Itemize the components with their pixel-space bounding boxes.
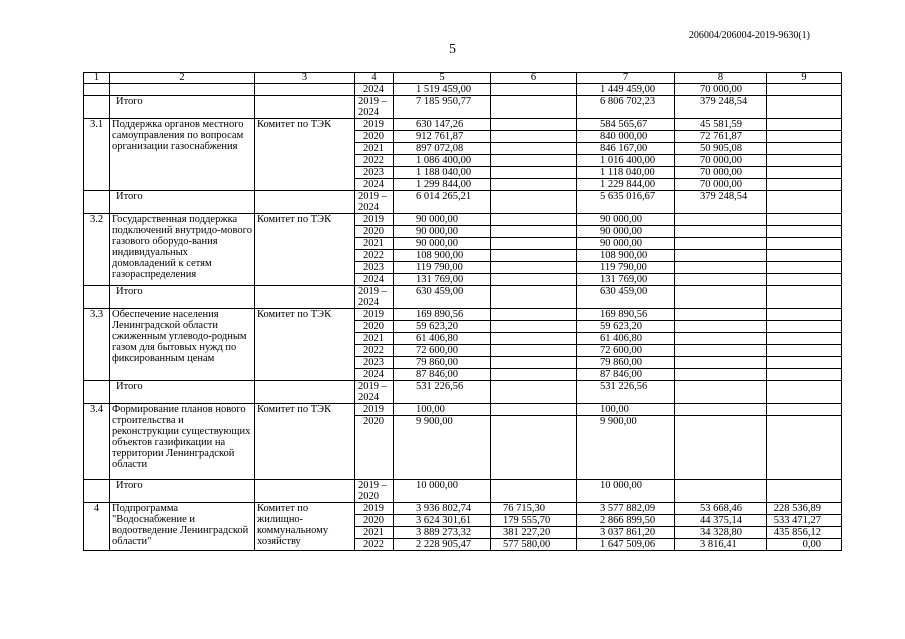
value-cell: [491, 357, 577, 369]
value-cell: 34 328,80: [675, 527, 767, 539]
value-cell: 3 816,41: [675, 539, 767, 551]
value-cell: [675, 357, 767, 369]
value-cell: [767, 250, 842, 262]
year-cell: 2024: [355, 369, 394, 381]
value-cell: 3 624 301,61: [394, 515, 491, 527]
value-cell: 7 185 950,77: [394, 96, 491, 119]
total-label: Итого: [110, 480, 255, 503]
col-header: 9: [767, 73, 842, 84]
table-row: [84, 503, 842, 515]
value-cell: [491, 250, 577, 262]
value-cell: [675, 214, 767, 226]
value-cell: 584 565,67: [577, 119, 675, 131]
col-header: 3: [255, 73, 355, 84]
value-cell: [491, 214, 577, 226]
value-cell: 1 299 844,00: [394, 179, 491, 191]
value-cell: 108 900,00: [394, 250, 491, 262]
value-cell: 435 856,12: [767, 527, 842, 539]
value-cell: [675, 321, 767, 333]
cell: [84, 381, 110, 404]
section-title: Подпрограмма "Водоснабжение и водоотведение Ленинградской области": [110, 503, 255, 551]
value-cell: 90 000,00: [577, 226, 675, 238]
total-label: Итого: [110, 96, 255, 119]
value-cell: 44 375,14: [675, 515, 767, 527]
cell: [84, 286, 110, 309]
value-cell: [675, 345, 767, 357]
value-cell: 531 226,56: [577, 381, 675, 404]
total-row: [84, 96, 842, 119]
executor-cell: Комитет по ТЭК: [255, 214, 355, 286]
value-cell: [675, 480, 767, 503]
value-cell: 6 014 265,21: [394, 191, 491, 214]
value-cell: [675, 238, 767, 250]
cell: [255, 480, 355, 503]
value-cell: 1 016 400,00: [577, 155, 675, 167]
value-cell: [767, 226, 842, 238]
value-cell: 6 806 702,23: [577, 96, 675, 119]
value-cell: 90 000,00: [577, 238, 675, 250]
col-header: 4: [355, 73, 394, 84]
value-cell: 3 936 802,74: [394, 503, 491, 515]
executor-cell: Комитет по жилищно-коммунальному хозяйству: [255, 503, 355, 551]
value-cell: [767, 119, 842, 131]
value-cell: [675, 262, 767, 274]
value-cell: [675, 369, 767, 381]
year-range-cell: 2019 – 2024: [355, 381, 394, 404]
value-cell: [767, 274, 842, 286]
year-range-cell: 2019 – 2024: [355, 286, 394, 309]
total-label: Итого: [110, 286, 255, 309]
value-cell: 2 866 899,50: [577, 515, 675, 527]
value-cell: [767, 96, 842, 119]
value-cell: 5 635 016,67: [577, 191, 675, 214]
value-cell: 45 581,59: [675, 119, 767, 131]
value-cell: 531 226,56: [394, 381, 491, 404]
value-cell: 1 647 509,06: [577, 539, 675, 551]
value-cell: [675, 250, 767, 262]
section-number: 3.2: [84, 214, 110, 286]
value-cell: 897 072,08: [394, 143, 491, 155]
value-cell: [767, 179, 842, 191]
year-cell: 2020: [355, 321, 394, 333]
total-row: [84, 286, 842, 309]
section-title: Поддержка органов местного самоуправления по вопросам организации газоснабжения: [110, 119, 255, 191]
executor-cell: Комитет по ТЭК: [255, 404, 355, 480]
value-cell: 169 890,56: [394, 309, 491, 321]
value-cell: [767, 357, 842, 369]
value-cell: 53 668,46: [675, 503, 767, 515]
executor-cell: Комитет по ТЭК: [255, 119, 355, 191]
year-cell: 2019: [355, 503, 394, 515]
value-cell: 59 623,20: [394, 321, 491, 333]
value-cell: [491, 369, 577, 381]
value-cell: 131 769,00: [394, 274, 491, 286]
value-cell: 76 715,30: [491, 503, 577, 515]
year-cell: 2022: [355, 250, 394, 262]
value-cell: [767, 143, 842, 155]
year-cell: 2019: [355, 119, 394, 131]
value-cell: [675, 416, 767, 480]
value-cell: [767, 131, 842, 143]
value-cell: 379 248,54: [675, 191, 767, 214]
year-cell: 2021: [355, 527, 394, 539]
col-header: 2: [110, 73, 255, 84]
year-range-cell: 2019 – 2024: [355, 96, 394, 119]
cell: [255, 96, 355, 119]
value-cell: [767, 369, 842, 381]
page-number: 5: [449, 42, 456, 57]
year-cell: 2024: [355, 179, 394, 191]
value-cell: [491, 286, 577, 309]
value-cell: [767, 84, 842, 96]
value-cell: 59 623,20: [577, 321, 675, 333]
value-cell: 381 227,20: [491, 527, 577, 539]
cell: [110, 84, 255, 96]
value-cell: 533 471,27: [767, 515, 842, 527]
value-cell: [491, 179, 577, 191]
value-cell: [675, 333, 767, 345]
table-row: [84, 309, 842, 321]
col-header: 5: [394, 73, 491, 84]
table-row: [84, 84, 842, 96]
col-header: 6: [491, 73, 577, 84]
value-cell: 9 900,00: [577, 416, 675, 480]
value-cell: [491, 96, 577, 119]
value-cell: 100,00: [394, 404, 491, 416]
year-cell: 2021: [355, 333, 394, 345]
value-cell: [491, 480, 577, 503]
value-cell: [767, 191, 842, 214]
value-cell: 72 600,00: [577, 345, 675, 357]
value-cell: [767, 214, 842, 226]
year-range-cell: 2019 – 2024: [355, 191, 394, 214]
value-cell: [767, 167, 842, 179]
value-cell: 50 905,08: [675, 143, 767, 155]
year-cell: 2022: [355, 155, 394, 167]
section-title: Обеспечение населения Ленинградской области сжиженным углеводо-родным газом для бытовых нужд по фиксированным ценам: [110, 309, 255, 381]
table-row: [84, 404, 842, 416]
value-cell: [767, 262, 842, 274]
year-cell: 2024: [355, 84, 394, 96]
cell: [255, 84, 355, 96]
value-cell: [767, 238, 842, 250]
year-cell: 2020: [355, 226, 394, 238]
value-cell: [767, 286, 842, 309]
table-row: [84, 214, 842, 226]
col-header: 1: [84, 73, 110, 84]
value-cell: 630 147,26: [394, 119, 491, 131]
year-cell: 2022: [355, 539, 394, 551]
year-cell: 2024: [355, 274, 394, 286]
value-cell: [491, 191, 577, 214]
value-cell: 379 248,54: [675, 96, 767, 119]
value-cell: 10 000,00: [394, 480, 491, 503]
section-number: 3.1: [84, 119, 110, 191]
year-cell: 2020: [355, 131, 394, 143]
value-cell: [675, 226, 767, 238]
value-cell: [491, 262, 577, 274]
column-header-row: [84, 73, 842, 84]
value-cell: 79 860,00: [577, 357, 675, 369]
budget-table: [83, 72, 842, 551]
col-header: 8: [675, 73, 767, 84]
value-cell: 912 761,87: [394, 131, 491, 143]
value-cell: 90 000,00: [394, 226, 491, 238]
value-cell: [491, 333, 577, 345]
value-cell: 2 228 905,47: [394, 539, 491, 551]
value-cell: [767, 404, 842, 416]
total-row: [84, 381, 842, 404]
value-cell: [491, 404, 577, 416]
cell: [255, 286, 355, 309]
value-cell: [491, 155, 577, 167]
value-cell: [491, 167, 577, 179]
value-cell: 3 889 273,32: [394, 527, 491, 539]
value-cell: 3 037 861,20: [577, 527, 675, 539]
total-label: Итого: [110, 381, 255, 404]
value-cell: [491, 416, 577, 480]
value-cell: [491, 345, 577, 357]
executor-cell: Комитет по ТЭК: [255, 309, 355, 381]
value-cell: 3 577 882,09: [577, 503, 675, 515]
total-row: [84, 191, 842, 214]
document-id: 206004/206004-2019-9630(1): [688, 30, 810, 41]
value-cell: 10 000,00: [577, 480, 675, 503]
value-cell: [675, 274, 767, 286]
year-cell: 2019: [355, 404, 394, 416]
value-cell: 577 580,00: [491, 539, 577, 551]
value-cell: [767, 321, 842, 333]
value-cell: [675, 286, 767, 309]
value-cell: 87 846,00: [577, 369, 675, 381]
value-cell: 70 000,00: [675, 84, 767, 96]
year-cell: 2023: [355, 262, 394, 274]
value-cell: 119 790,00: [577, 262, 675, 274]
value-cell: 1 118 040,00: [577, 167, 675, 179]
value-cell: 840 000,00: [577, 131, 675, 143]
year-cell: 2022: [355, 345, 394, 357]
value-cell: [491, 381, 577, 404]
section-number: 4: [84, 503, 110, 551]
value-cell: [491, 131, 577, 143]
value-cell: [491, 143, 577, 155]
value-cell: 179 555,70: [491, 515, 577, 527]
value-cell: 72 761,87: [675, 131, 767, 143]
cell: [84, 191, 110, 214]
cell: [84, 480, 110, 503]
value-cell: 119 790,00: [394, 262, 491, 274]
value-cell: [767, 333, 842, 345]
col-header: 7: [577, 73, 675, 84]
value-cell: 61 406,80: [577, 333, 675, 345]
value-cell: [491, 119, 577, 131]
value-cell: 169 890,56: [577, 309, 675, 321]
value-cell: 1 188 040,00: [394, 167, 491, 179]
value-cell: 1 449 459,00: [577, 84, 675, 96]
value-cell: 1 229 844,00: [577, 179, 675, 191]
year-cell: 2023: [355, 167, 394, 179]
section-title: Формирование планов нового строительства и реконструкции существующих объектов газификации на территории Ленинградской области: [110, 404, 255, 480]
value-cell: 1 086 400,00: [394, 155, 491, 167]
value-cell: [491, 309, 577, 321]
year-cell: 2020: [355, 416, 394, 480]
value-cell: 90 000,00: [394, 214, 491, 226]
section-number: 3.3: [84, 309, 110, 381]
value-cell: 90 000,00: [394, 238, 491, 250]
value-cell: 9 900,00: [394, 416, 491, 480]
value-cell: 72 600,00: [394, 345, 491, 357]
value-cell: 131 769,00: [577, 274, 675, 286]
table-row: [84, 119, 842, 131]
cell: [84, 96, 110, 119]
value-cell: 0,00: [767, 539, 842, 551]
year-cell: 2019: [355, 214, 394, 226]
value-cell: 630 459,00: [394, 286, 491, 309]
value-cell: [767, 416, 842, 480]
value-cell: 79 860,00: [394, 357, 491, 369]
value-cell: [767, 155, 842, 167]
value-cell: 70 000,00: [675, 155, 767, 167]
cell: [255, 191, 355, 214]
year-cell: 2020: [355, 515, 394, 527]
cell: [84, 84, 110, 96]
year-cell: 2021: [355, 238, 394, 250]
value-cell: 846 167,00: [577, 143, 675, 155]
value-cell: 108 900,00: [577, 250, 675, 262]
section-number: 3.4: [84, 404, 110, 480]
value-cell: [491, 226, 577, 238]
value-cell: 90 000,00: [577, 214, 675, 226]
value-cell: [491, 321, 577, 333]
value-cell: [675, 309, 767, 321]
cell: [255, 381, 355, 404]
value-cell: 70 000,00: [675, 179, 767, 191]
value-cell: [767, 309, 842, 321]
value-cell: [491, 238, 577, 250]
section-title: Государственная поддержка подключений внутридо-мового газового оборудо-вания индивидуальных домовладений к сетям газораспределения: [110, 214, 255, 286]
value-cell: [767, 345, 842, 357]
year-cell: 2019: [355, 309, 394, 321]
value-cell: [675, 381, 767, 404]
value-cell: [491, 274, 577, 286]
year-range-cell: 2019 – 2020: [355, 480, 394, 503]
value-cell: [767, 381, 842, 404]
value-cell: [675, 404, 767, 416]
value-cell: [491, 84, 577, 96]
value-cell: 1 519 459,00: [394, 84, 491, 96]
value-cell: 87 846,00: [394, 369, 491, 381]
total-row: [84, 480, 842, 503]
year-cell: 2021: [355, 143, 394, 155]
value-cell: 228 536,89: [767, 503, 842, 515]
total-label: Итого: [110, 191, 255, 214]
year-cell: 2023: [355, 357, 394, 369]
value-cell: 70 000,00: [675, 167, 767, 179]
value-cell: 61 406,80: [394, 333, 491, 345]
value-cell: 630 459,00: [577, 286, 675, 309]
value-cell: 100,00: [577, 404, 675, 416]
value-cell: [767, 480, 842, 503]
